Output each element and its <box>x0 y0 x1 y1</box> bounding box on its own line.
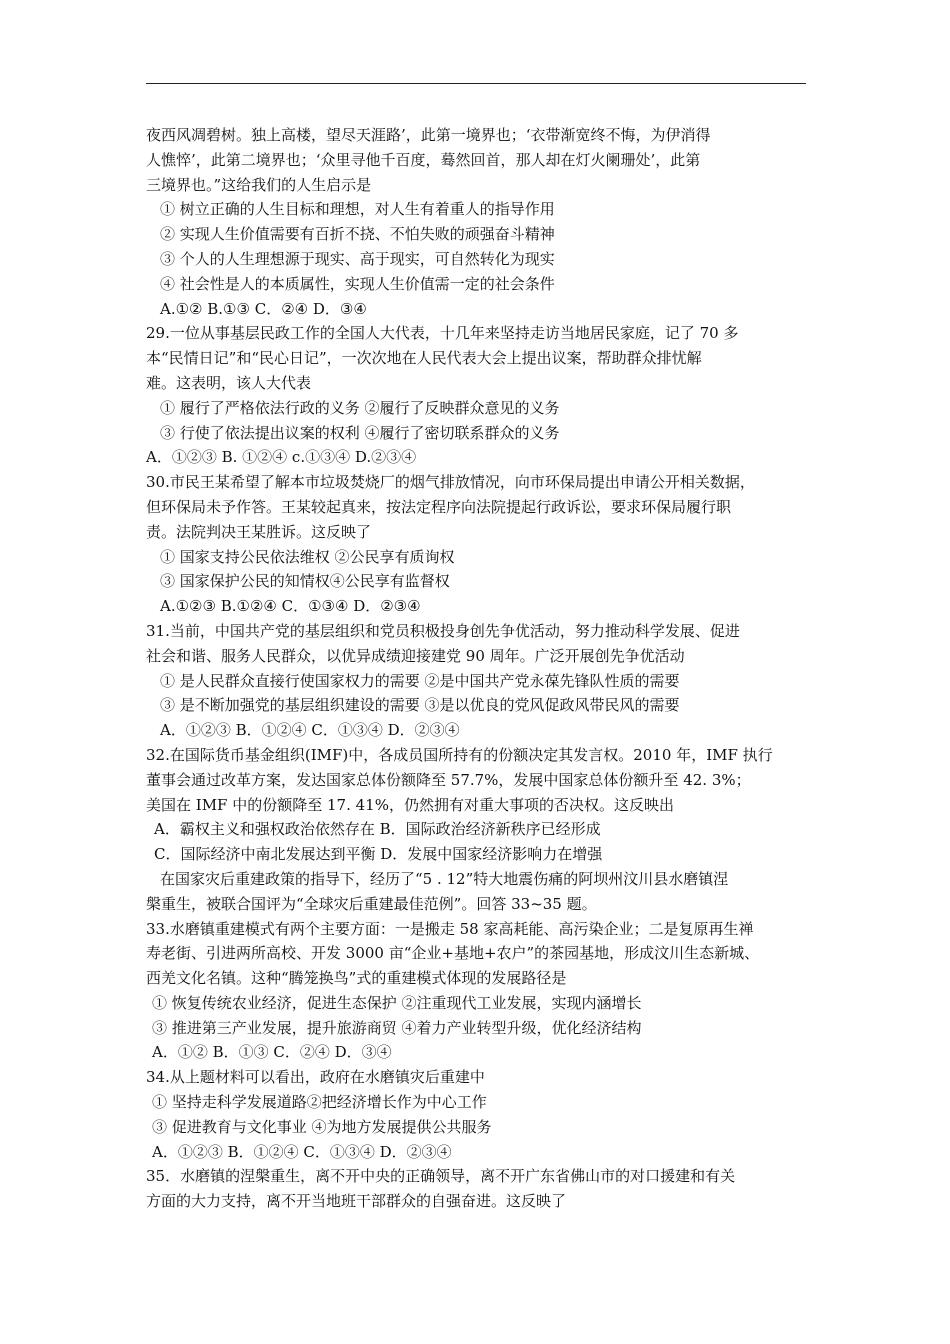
header-rule <box>146 83 806 84</box>
text-line: ③ 是不断加强党的基层组织建设的需要 ③是以优良的党风促政风带民风的需要 <box>160 696 680 715</box>
text-line: A．①② B．①③ C．②④ D．③④ <box>152 1043 392 1062</box>
document-body <box>146 123 810 1214</box>
text-line: ② 实现人生价值需要有百折不挠、不怕失败的顽强奋斗精神 <box>160 225 555 244</box>
text-line: ① 履行了严格依法行政的义务 ②履行了反映群众意见的义务 <box>160 398 560 417</box>
text-line: 槃重生，被联合国评为“全球灾后重建最佳范例”。回答 33~35 题。 <box>146 894 597 913</box>
text-line: A.①② B.①③ C．②④ D．③④ <box>160 299 367 318</box>
text-line: A.①②③ B.①②④ C．①③④ D．②③④ <box>160 597 421 616</box>
text-line: A．①②③ B．①②④ C．①③④ D．②③④ <box>160 721 460 740</box>
text-line: 美国在 IMF 中的份额降至 17. 41%，仍然拥有对重大事项的否决权。这反映出 <box>146 795 674 814</box>
text-line: 董事会通过改革方案，发达国家总体份额降至 57.7%，发展中国家总体份额升至 42. 3%； <box>146 770 751 789</box>
text-line: 32.在国际货币基金组织(IMF)中，各成员国所持有的份额决定其发言权。2010 年，IMF 执行 <box>146 745 773 764</box>
text-line: 31.当前，中国共产党的基层组织和党员积极投身创先争优活动，努力推动科学发展、促进 <box>146 621 740 640</box>
text-line: 方面的大力支持，离不开当地班干部群众的自强奋进。这反映了 <box>146 1192 567 1211</box>
text-line: 人憔悴’，此第二境界也；‘众里寻他千百度，蓦然回首，那人却在灯火阑珊处’，此第 <box>146 150 701 169</box>
text-line: A．①②③ B. ①②④ c.①③④ D.②③④ <box>146 448 417 467</box>
text-line: 社会和谐、服务人民群众，以优异成绩迎接建党 90 周年。广泛开展创先争优活动 <box>146 646 685 665</box>
text-line: A．霸权主义和强权政治依然存在 B．国际政治经济新秩序已经形成 <box>154 820 601 839</box>
text-line: 34.从上题材料可以看出，政府在水磨镇灾后重建中 <box>146 1068 485 1087</box>
text-line: 本“民情日记”和“民心日记”，一次次地在人民代表大会上提出议案，帮助群众排忧解 <box>146 349 702 368</box>
text-line: ① 国家支持公民依法维权 ②公民享有质询权 <box>160 547 455 566</box>
text-line: 35．水磨镇的涅槃重生，离不开中央的正确领导，离不开广东省佛山市的对口援建和有关 <box>146 1167 736 1186</box>
text-line: 29.一位从事基层民政工作的全国人大代表，十几年来坚持走访当地居民家庭，记了 70 多 <box>146 324 739 343</box>
text-line: ① 是人民群众直接行使国家权力的需要 ②是中国共产党永葆先锋队性质的需要 <box>160 671 680 690</box>
text-line: 30.市民王某希望了解本市垃圾焚烧厂的烟气排放情况，向市环保局提出申请公开相关数据， <box>146 473 755 492</box>
text-line: ① 恢复传统农业经济，促进生态保护 ②注重现代工业发展，实现内涵增长 <box>152 993 642 1012</box>
text-line: C．国际经济中南北发展达到平衡 D．发展中国家经济影响力在增强 <box>154 845 603 864</box>
text-line: ① 坚持走科学发展道路②把经济增长作为中心工作 <box>152 1093 487 1112</box>
text-line: ③ 促进教育与文化事业 ④为地方发展提供公共服务 <box>152 1117 492 1136</box>
text-line: 难。这表明，该人大代表 <box>146 373 312 392</box>
text-line: 但环保局未予作答。王某较起真来，按法定程序向法院提起行政诉讼，要求环保局履行职 <box>146 497 732 516</box>
text-line: ③ 行使了依法提出议案的权利 ④履行了密切联系群众的义务 <box>160 423 560 442</box>
text-line: 夜西风凋碧树。独上高楼，望尽天涯路’，此第一境界也；‘衣带渐宽终不悔，为伊消得 <box>146 126 711 144</box>
text-line: ③ 国家保护公民的知情权④公民享有监督权 <box>160 572 450 591</box>
text-line: 责。法院判决王某胜诉。这反映了 <box>146 522 372 541</box>
text-line: 33.水磨镇重建模式有两个主要方面：一是搬走 58 家高耗能、高污染企业；二是复原再生禅 <box>146 919 754 938</box>
text-line: 寿老街、引进两所高校、开发 3000 亩“企业+基地+农户”的茶园基地，形成汶川生态新城、 <box>146 944 760 963</box>
text-line: 在国家灾后重建政策的指导下，经历了“5 . 12”特大地震伤痛的阿坝州汶川县水磨镇涅 <box>160 869 729 888</box>
text-line: ③ 推进第三产业发展，提升旅游商贸 ④着力产业转型升级，优化经济结构 <box>152 1018 642 1037</box>
text-line: ④ 社会性是人的本质属性，实现人生价值需一定的社会条件 <box>160 274 555 293</box>
text-line: 三境界也。”这给我们的人生启示是 <box>146 175 372 194</box>
text-line: ③ 个人的人生理想源于现实、高于现实，可自然转化为现实 <box>160 249 555 268</box>
text-line: 西羌文化名镇。这种“腾笼换鸟”式的重建模式体现的发展路径是 <box>146 969 567 988</box>
text-line: ① 树立正确的人生目标和理想，对人生有着重人的指导作用 <box>160 200 555 219</box>
text-line: A．①②③ B．①②④ C．①③④ D．②③④ <box>152 1142 452 1161</box>
